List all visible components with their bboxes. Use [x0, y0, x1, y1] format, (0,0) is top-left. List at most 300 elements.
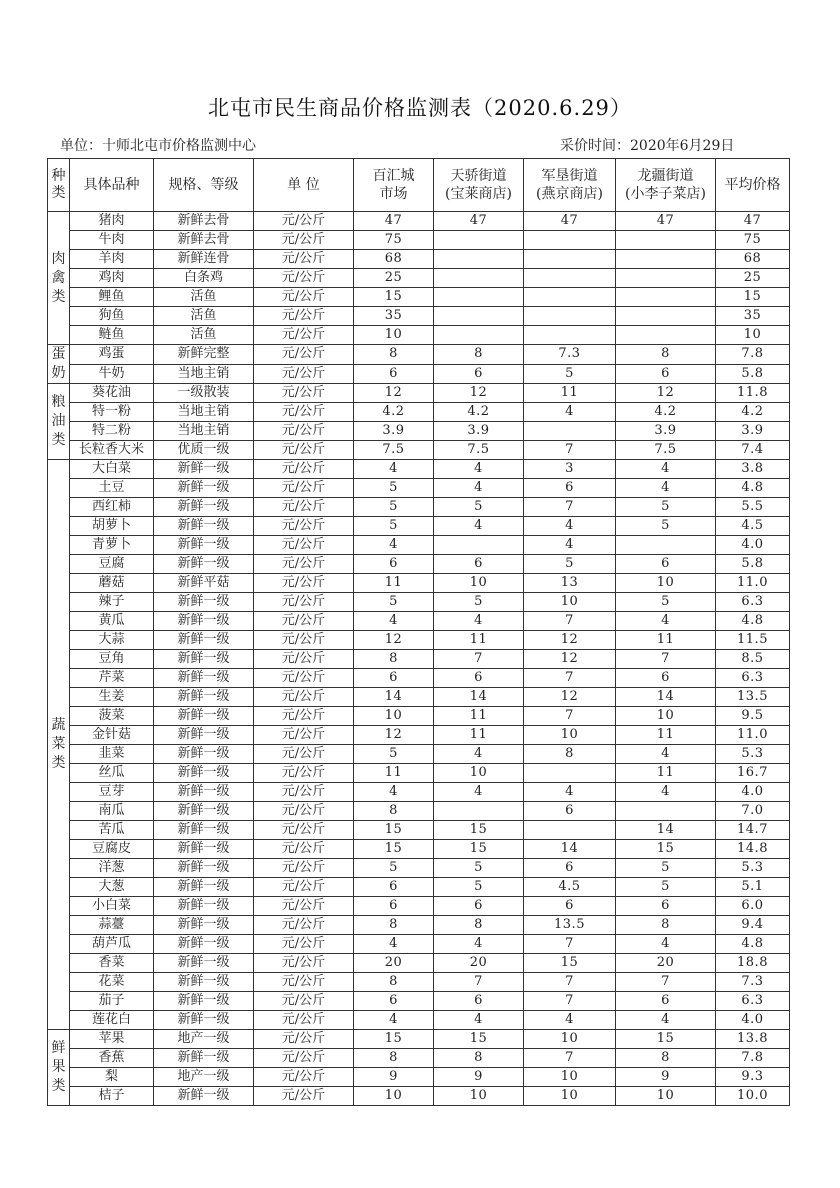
unit: 元/公斤: [254, 669, 354, 688]
item-name: 梨: [70, 1068, 154, 1087]
unit: 元/公斤: [254, 498, 354, 517]
spec: 新鲜一级: [154, 973, 254, 992]
price-longjiang: 4: [616, 460, 716, 479]
item-name: 菠菜: [70, 707, 154, 726]
price-average: 4.5: [716, 517, 790, 536]
price-average: 4.0: [716, 1011, 790, 1030]
table-row: [48, 307, 790, 326]
price-junken: 14: [524, 840, 616, 859]
unit: 元/公斤: [254, 821, 354, 840]
price-baihuicheng: 8: [354, 973, 434, 992]
price-tianjiao: 4: [434, 612, 524, 631]
price-average: 6.3: [716, 992, 790, 1011]
price-junken: 6: [524, 802, 616, 821]
table-body: [48, 212, 790, 1106]
price-average: 5.8: [716, 555, 790, 574]
price-baihuicheng: 12: [354, 384, 434, 403]
price-junken: 13.5: [524, 916, 616, 935]
price-tianjiao: 10: [434, 1087, 524, 1106]
unit: 元/公斤: [254, 973, 354, 992]
unit: 元/公斤: [254, 555, 354, 574]
price-junken: 13: [524, 574, 616, 593]
spec: 新鲜完整: [154, 345, 254, 365]
table-row: [48, 364, 790, 384]
price-junken: 10: [524, 726, 616, 745]
price-junken: 6: [524, 897, 616, 916]
table-row: [48, 441, 790, 460]
price-longjiang: 8: [616, 916, 716, 935]
price-baihuicheng: 25: [354, 269, 434, 288]
item-name: 洋葱: [70, 859, 154, 878]
price-longjiang: 6: [616, 897, 716, 916]
price-junken: 6: [524, 479, 616, 498]
item-name: 苦瓜: [70, 821, 154, 840]
header-unit: 单 位: [254, 159, 354, 212]
price-junken: [524, 269, 616, 288]
price-junken: 7: [524, 498, 616, 517]
price-longjiang: 7: [616, 973, 716, 992]
price-tianjiao: [434, 326, 524, 345]
price-longjiang: [616, 269, 716, 288]
price-baihuicheng: 7.5: [354, 441, 434, 460]
price-baihuicheng: 75: [354, 231, 434, 250]
price-tianjiao: 10: [434, 764, 524, 783]
unit: 元/公斤: [254, 897, 354, 916]
header-longjiang: 龙疆街道 (小李子菜店): [616, 159, 716, 212]
price-baihuicheng: 4: [354, 460, 434, 479]
price-junken: [524, 326, 616, 345]
price-junken: [524, 288, 616, 307]
price-longjiang: [616, 326, 716, 345]
price-longjiang: 6: [616, 555, 716, 574]
item-name: 青萝卜: [70, 536, 154, 555]
price-longjiang: 5: [616, 859, 716, 878]
item-name: 苹果: [70, 1030, 154, 1049]
price-baihuicheng: 3.9: [354, 422, 434, 441]
price-baihuicheng: 5: [354, 479, 434, 498]
spec: 新鲜一级: [154, 935, 254, 954]
unit: 元/公斤: [254, 688, 354, 707]
spec: 新鲜一级: [154, 460, 254, 479]
spec: 新鲜一级: [154, 498, 254, 517]
price-average: 7.4: [716, 441, 790, 460]
price-average: 11.8: [716, 384, 790, 403]
spec: 新鲜一级: [154, 517, 254, 536]
unit: 元/公斤: [254, 935, 354, 954]
spec: 活鱼: [154, 288, 254, 307]
item-name: 南瓜: [70, 802, 154, 821]
price-junken: 7: [524, 1049, 616, 1068]
spec: 新鲜连骨: [154, 250, 254, 269]
spec: 新鲜一级: [154, 669, 254, 688]
item-name: 鸡肉: [70, 269, 154, 288]
table-row: [48, 859, 790, 878]
spec: 新鲜一级: [154, 555, 254, 574]
unit: 元/公斤: [254, 916, 354, 935]
spec: 新鲜平菇: [154, 574, 254, 593]
unit: 元/公斤: [254, 250, 354, 269]
price-tianjiao: 4: [434, 935, 524, 954]
price-baihuicheng: 6: [354, 878, 434, 897]
price-tianjiao: 7: [434, 650, 524, 669]
header-item: 具体品种: [70, 159, 154, 212]
item-name: 西红柿: [70, 498, 154, 517]
price-longjiang: 14: [616, 821, 716, 840]
table-row: [48, 897, 790, 916]
price-baihuicheng: 10: [354, 1087, 434, 1106]
price-longjiang: 14: [616, 688, 716, 707]
price-tianjiao: 9: [434, 1068, 524, 1087]
price-junken: 7: [524, 973, 616, 992]
category-cell: 鲜果类: [48, 1030, 70, 1106]
price-baihuicheng: 4: [354, 612, 434, 631]
item-name: 特二粉: [70, 422, 154, 441]
table-row: [48, 498, 790, 517]
spec: 新鲜一级: [154, 1087, 254, 1106]
unit: 元/公斤: [254, 326, 354, 345]
spec: 新鲜一级: [154, 479, 254, 498]
item-name: 芹菜: [70, 669, 154, 688]
item-name: 金针菇: [70, 726, 154, 745]
price-junken: 12: [524, 688, 616, 707]
table-row: [48, 612, 790, 631]
table-row: [48, 669, 790, 688]
price-baihuicheng: 5: [354, 498, 434, 517]
price-junken: 7: [524, 612, 616, 631]
price-baihuicheng: 5: [354, 593, 434, 612]
price-average: 75: [716, 231, 790, 250]
price-baihuicheng: 15: [354, 288, 434, 307]
price-tianjiao: [434, 307, 524, 326]
price-tianjiao: [434, 250, 524, 269]
price-tianjiao: 5: [434, 859, 524, 878]
price-longjiang: 12: [616, 384, 716, 403]
spec: 新鲜一级: [154, 954, 254, 973]
price-baihuicheng: 35: [354, 307, 434, 326]
price-longjiang: [616, 802, 716, 821]
item-name: 小白菜: [70, 897, 154, 916]
unit-label: 单位：十师北屯市价格监测中心: [60, 138, 256, 154]
price-baihuicheng: 10: [354, 707, 434, 726]
price-baihuicheng: 47: [354, 212, 434, 231]
item-name: 蒜薹: [70, 916, 154, 935]
price-junken: 8: [524, 745, 616, 764]
item-name: 丝瓜: [70, 764, 154, 783]
spec: 新鲜一级: [154, 688, 254, 707]
spec: 优质一级: [154, 441, 254, 460]
price-longjiang: 5: [616, 593, 716, 612]
price-junken: 5: [524, 364, 616, 384]
price-average: 11.0: [716, 726, 790, 745]
price-baihuicheng: 4: [354, 1011, 434, 1030]
price-longjiang: [616, 307, 716, 326]
table-row: [48, 821, 790, 840]
unit: 元/公斤: [254, 650, 354, 669]
price-average: 7.8: [716, 345, 790, 365]
header-category: 种类: [48, 159, 70, 212]
unit: 元/公斤: [254, 307, 354, 326]
table-row: [48, 992, 790, 1011]
spec: 新鲜一级: [154, 726, 254, 745]
unit: 元/公斤: [254, 422, 354, 441]
table-row: [48, 231, 790, 250]
unit: 元/公斤: [254, 783, 354, 802]
price-longjiang: 10: [616, 707, 716, 726]
item-name: 香蕉: [70, 1049, 154, 1068]
item-name: 鲢鱼: [70, 326, 154, 345]
price-junken: 15: [524, 954, 616, 973]
price-junken: [524, 821, 616, 840]
price-baihuicheng: 12: [354, 726, 434, 745]
item-name: 狗鱼: [70, 307, 154, 326]
price-baihuicheng: 5: [354, 517, 434, 536]
spec: 白条鸡: [154, 269, 254, 288]
price-longjiang: 4.2: [616, 403, 716, 422]
price-tianjiao: 4: [434, 460, 524, 479]
table-row: [48, 688, 790, 707]
table-row: [48, 783, 790, 802]
price-tianjiao: 5: [434, 498, 524, 517]
price-baihuicheng: 4: [354, 783, 434, 802]
price-average: 9.4: [716, 916, 790, 935]
price-average: 14.8: [716, 840, 790, 859]
spec: 新鲜一级: [154, 859, 254, 878]
table-row: [48, 1087, 790, 1106]
table-row: [48, 1011, 790, 1030]
table-row: [48, 707, 790, 726]
price-junken: 3: [524, 460, 616, 479]
price-baihuicheng: 6: [354, 897, 434, 916]
price-average: 4.8: [716, 935, 790, 954]
table-row: [48, 403, 790, 422]
price-baihuicheng: 6: [354, 992, 434, 1011]
price-longjiang: 15: [616, 1030, 716, 1049]
price-junken: 4.5: [524, 878, 616, 897]
unit: 元/公斤: [254, 269, 354, 288]
price-average: 4.8: [716, 479, 790, 498]
table-row: [48, 574, 790, 593]
spec: 一级散装: [154, 384, 254, 403]
spec: 新鲜一级: [154, 650, 254, 669]
unit: 元/公斤: [254, 631, 354, 650]
item-name: 豆角: [70, 650, 154, 669]
price-tianjiao: 6: [434, 897, 524, 916]
price-longjiang: 3.9: [616, 422, 716, 441]
price-average: 13.8: [716, 1030, 790, 1049]
price-baihuicheng: 9: [354, 1068, 434, 1087]
price-longjiang: [616, 288, 716, 307]
table-row: [48, 345, 790, 365]
price-tianjiao: 15: [434, 840, 524, 859]
price-average: 47: [716, 212, 790, 231]
spec: 活鱼: [154, 326, 254, 345]
spec: 新鲜一级: [154, 1049, 254, 1068]
price-longjiang: 4: [616, 1011, 716, 1030]
price-average: 3.8: [716, 460, 790, 479]
table-row: [48, 517, 790, 536]
price-longjiang: 8: [616, 1049, 716, 1068]
price-average: 3.9: [716, 422, 790, 441]
price-average: 9.3: [716, 1068, 790, 1087]
price-average: 8.5: [716, 650, 790, 669]
price-junken: 7: [524, 935, 616, 954]
price-tianjiao: 15: [434, 821, 524, 840]
price-tianjiao: 5: [434, 878, 524, 897]
price-longjiang: 47: [616, 212, 716, 231]
unit: 元/公斤: [254, 441, 354, 460]
price-longjiang: 5: [616, 878, 716, 897]
price-average: 10: [716, 326, 790, 345]
price-longjiang: 8: [616, 345, 716, 365]
price-tianjiao: 6: [434, 364, 524, 384]
spec: 活鱼: [154, 307, 254, 326]
price-baihuicheng: 15: [354, 821, 434, 840]
unit: 元/公斤: [254, 517, 354, 536]
unit: 元/公斤: [254, 612, 354, 631]
price-average: 7.0: [716, 802, 790, 821]
table-header-row: [48, 159, 790, 212]
table-row: [48, 326, 790, 345]
price-baihuicheng: 8: [354, 802, 434, 821]
price-baihuicheng: 4.2: [354, 403, 434, 422]
spec: 新鲜一级: [154, 1011, 254, 1030]
price-tianjiao: 10: [434, 574, 524, 593]
price-longjiang: 7: [616, 650, 716, 669]
table-row: [48, 650, 790, 669]
item-name: 韭菜: [70, 745, 154, 764]
unit: 元/公斤: [254, 1030, 354, 1049]
item-name: 莲花白: [70, 1011, 154, 1030]
unit: 元/公斤: [254, 878, 354, 897]
price-junken: 10: [524, 1068, 616, 1087]
price-average: 5.8: [716, 364, 790, 384]
price-baihuicheng: 68: [354, 250, 434, 269]
unit: 元/公斤: [254, 403, 354, 422]
unit: 元/公斤: [254, 460, 354, 479]
price-average: 4.8: [716, 612, 790, 631]
header-tianjiao: 天骄街道 (宝莱商店): [434, 159, 524, 212]
category-cell: 肉禽类: [48, 212, 70, 345]
price-baihuicheng: 5: [354, 745, 434, 764]
category-cell: 蛋奶: [48, 345, 70, 384]
price-baihuicheng: 15: [354, 1030, 434, 1049]
unit: 元/公斤: [254, 707, 354, 726]
price-tianjiao: 6: [434, 992, 524, 1011]
table-row: [48, 212, 790, 231]
table-row: [48, 1068, 790, 1087]
price-tianjiao: 4: [434, 517, 524, 536]
price-tianjiao: 11: [434, 726, 524, 745]
price-junken: [524, 231, 616, 250]
unit: 元/公斤: [254, 345, 354, 365]
item-name: 猪肉: [70, 212, 154, 231]
price-tianjiao: 3.9: [434, 422, 524, 441]
item-name: 黄瓜: [70, 612, 154, 631]
spec: 地产一级: [154, 1030, 254, 1049]
spec: 新鲜去骨: [154, 231, 254, 250]
price-tianjiao: 7: [434, 973, 524, 992]
price-average: 13.5: [716, 688, 790, 707]
unit: 元/公斤: [254, 384, 354, 403]
price-tianjiao: 5: [434, 593, 524, 612]
item-name: 花菜: [70, 973, 154, 992]
price-baihuicheng: 6: [354, 669, 434, 688]
unit: 元/公斤: [254, 859, 354, 878]
price-longjiang: [616, 231, 716, 250]
item-name: 特一粉: [70, 403, 154, 422]
unit: 元/公斤: [254, 764, 354, 783]
unit: 元/公斤: [254, 1087, 354, 1106]
unit: 元/公斤: [254, 954, 354, 973]
table-row: [48, 878, 790, 897]
table-row: [48, 935, 790, 954]
price-average: 6.0: [716, 897, 790, 916]
price-baihuicheng: 8: [354, 916, 434, 935]
price-tianjiao: [434, 802, 524, 821]
unit: 元/公斤: [254, 593, 354, 612]
price-junken: 10: [524, 593, 616, 612]
unit: 元/公斤: [254, 479, 354, 498]
price-tianjiao: 7.5: [434, 441, 524, 460]
price-longjiang: 11: [616, 631, 716, 650]
item-name: 胡萝卜: [70, 517, 154, 536]
spec: 新鲜一级: [154, 802, 254, 821]
header-average: 平均价格: [716, 159, 790, 212]
price-junken: 7: [524, 669, 616, 688]
price-average: 5.3: [716, 745, 790, 764]
price-longjiang: 20: [616, 954, 716, 973]
table-row: [48, 460, 790, 479]
price-junken: 6: [524, 859, 616, 878]
table-row: [48, 250, 790, 269]
table-row: [48, 973, 790, 992]
item-name: 豆芽: [70, 783, 154, 802]
price-tianjiao: 20: [434, 954, 524, 973]
price-junken: 4: [524, 783, 616, 802]
price-tianjiao: 4: [434, 783, 524, 802]
collect-time: 采价时间：2020年6月29日: [560, 138, 735, 154]
price-tianjiao: 6: [434, 669, 524, 688]
price-tianjiao: 8: [434, 916, 524, 935]
item-name: 鲤鱼: [70, 288, 154, 307]
header-junken: 军垦街道 (燕京商店): [524, 159, 616, 212]
price-average: 5.1: [716, 878, 790, 897]
price-junken: 7: [524, 707, 616, 726]
price-average: 11.5: [716, 631, 790, 650]
price-junken: 12: [524, 650, 616, 669]
price-junken: 7: [524, 441, 616, 460]
price-average: 11.0: [716, 574, 790, 593]
item-name: 大白菜: [70, 460, 154, 479]
price-longjiang: 9: [616, 1068, 716, 1087]
item-name: 土豆: [70, 479, 154, 498]
price-average: 68: [716, 250, 790, 269]
price-longjiang: [616, 250, 716, 269]
price-longjiang: 4: [616, 935, 716, 954]
table-row: [48, 269, 790, 288]
item-name: 大葱: [70, 878, 154, 897]
price-tianjiao: [434, 231, 524, 250]
price-baihuicheng: 20: [354, 954, 434, 973]
price-junken: 4: [524, 536, 616, 555]
price-junken: 4: [524, 517, 616, 536]
price-junken: [524, 422, 616, 441]
item-name: 豆腐皮: [70, 840, 154, 859]
price-baihuicheng: 11: [354, 764, 434, 783]
price-baihuicheng: 14: [354, 688, 434, 707]
table-row: [48, 745, 790, 764]
table-row: [48, 479, 790, 498]
